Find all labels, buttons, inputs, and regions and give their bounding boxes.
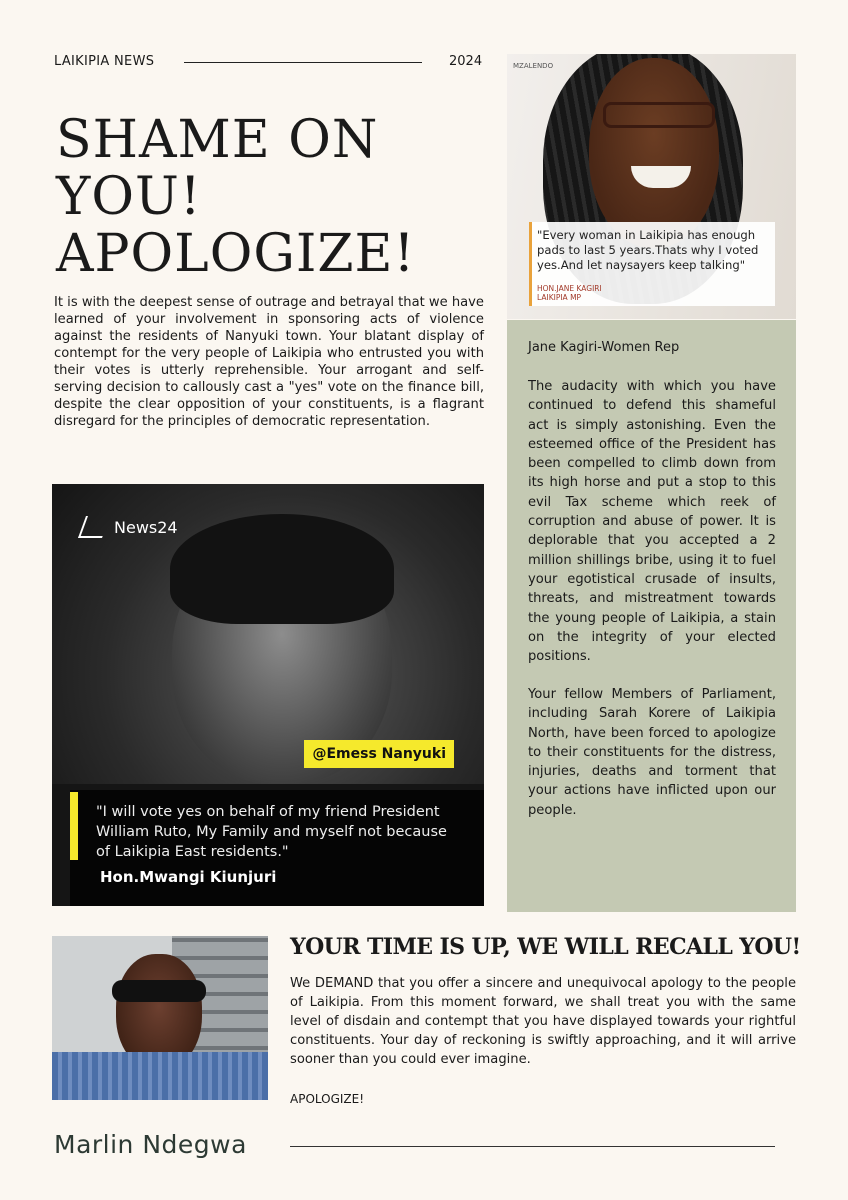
portrait-face <box>589 58 719 248</box>
news24-label: News24 <box>114 517 178 537</box>
glasses-icon <box>603 102 715 128</box>
closing-apologize: APOLOGIZE! <box>290 1092 365 1106</box>
kiunjuri-photo <box>52 484 484 906</box>
headline-line-1: SHAME ON <box>56 110 379 170</box>
kagiri-photo <box>507 54 796 319</box>
panel-paragraph-1: The audacity with which you have continued to defend this shameful act is simply astonishing. Even the esteemed office of the President has been compelled to climb down from its high horse and put a stop to this evil Tax scheme which reek of corruption and abuse of power. It is deplorable that you accepted a 2 million shillings bribe, using it to fuel your egotistical crusade of insults, threats, and mistreatment towards the young people of Laikipia, a stain on the integrity of your elected positions. <box>528 379 776 665</box>
mzalendo-label: MZALENDO <box>513 62 554 70</box>
signature-rule <box>290 1146 775 1147</box>
header-rule <box>184 62 422 63</box>
signature-name: Marlin Ndegwa <box>54 1130 247 1159</box>
portrait-hair <box>170 514 394 624</box>
kiunjuri-name: Hon.Mwangi Kiunjuri <box>100 868 277 886</box>
sunglasses-icon <box>112 980 206 1002</box>
header-year: 2024 <box>449 54 483 69</box>
intro-paragraph: It is with the deepest sense of outrage and betrayal that we have learned of your involvement in sponsoring acts of violence against the residents of Nanyuki town. Your blatant display of contempt for the very people of Laikipia who entrusted you with their votes is utterly reprehensible. Your arrogant and self-serving decision to callously cast a "yes" vote on the finance bill, despite the clear opposition of your constituents, is a flagrant disregard for the principles of democratic representation. <box>54 295 484 429</box>
emess-tag: @Emess Nanyuki <box>304 740 454 768</box>
news24-logo-icon <box>78 516 110 538</box>
kagiri-role: LAIKIPIA MP <box>537 293 582 302</box>
kagiri-credit <box>537 284 602 302</box>
portrait-shirt <box>52 1052 268 1100</box>
bottom-paragraph: We DEMAND that you offer a sincere and unequivocal apology to the people of Laikipia. From this moment forward, we shall treat you with the same level of disdain and contempt that you have displayed towards your rightful constituents. Your day of reckoning is swiftly approaching, and it will arrive sooner than you could ever imagine. <box>290 976 796 1067</box>
panel-title: Jane Kagiri-Women Rep <box>528 340 680 355</box>
kagiri-quote: "Every woman in Laikipia has enough pads to last 5 years.Thats why I voted yes.And let naysayers keep talking" <box>537 228 759 272</box>
headline-line-2: YOU! <box>56 167 202 227</box>
header-publication: LAIKIPIA NEWS <box>54 54 155 69</box>
quote-accent-bar <box>70 792 78 860</box>
news24-brand <box>82 516 178 538</box>
kiunjuri-quote: "I will vote yes on behalf of my friend President William Ruto, My Family and myself not because of Laikipia East residents." <box>96 804 447 860</box>
headline <box>56 112 476 283</box>
panel-paragraph-2: Your fellow Members of Parliament, including Sarah Korere of Laikipia North, have been forced to apologize to their constituents for the distress, injuries, deaths and torment that your actions have inflicted upon our people. <box>528 687 776 818</box>
kagiri-name: HON.JANE KAGIRI <box>537 284 602 293</box>
bottom-title: YOUR TIME IS UP, WE WILL RECALL YOU! <box>290 934 801 960</box>
headline-line-3: APOLOGIZE! <box>56 224 416 284</box>
author-photo <box>52 936 268 1100</box>
